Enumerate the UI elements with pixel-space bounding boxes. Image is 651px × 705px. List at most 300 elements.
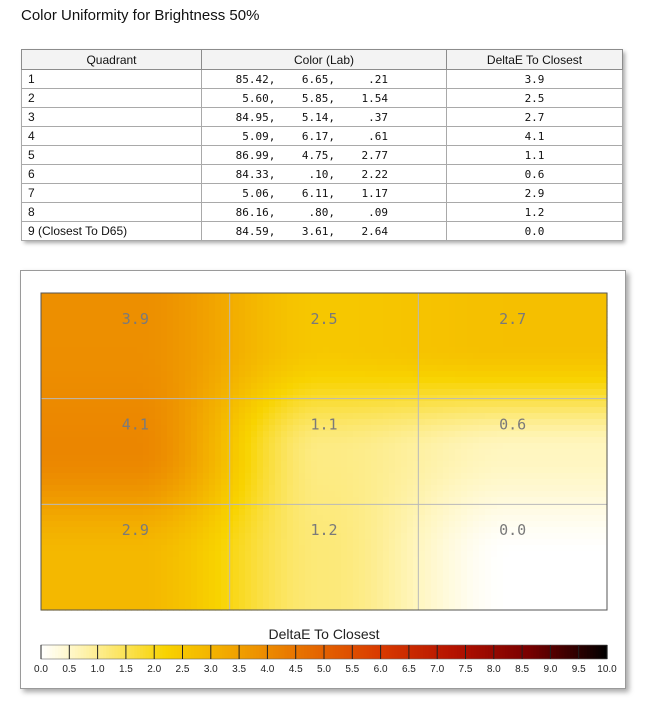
heatmap-cell <box>83 353 90 360</box>
heatmap-cell <box>509 401 516 408</box>
heatmap-cell <box>227 383 234 390</box>
heatmap-cell <box>89 557 96 564</box>
heatmap-cell <box>521 443 528 450</box>
heatmap-cell <box>359 593 366 600</box>
heatmap-cell <box>269 491 276 498</box>
heatmap-cell <box>419 413 426 420</box>
heatmap-cell <box>179 383 186 390</box>
heatmap-cell <box>59 527 66 534</box>
heatmap-cell <box>203 299 210 306</box>
heatmap-cell <box>515 461 522 468</box>
heatmap-cell <box>287 383 294 390</box>
heatmap-cell <box>155 581 162 588</box>
heatmap-cell <box>599 497 606 504</box>
heatmap-cell <box>377 575 384 582</box>
heatmap-cell <box>443 371 450 378</box>
heatmap-cell <box>401 479 408 486</box>
heatmap-cell <box>251 317 258 324</box>
heatmap-cell <box>173 491 180 498</box>
heatmap-cell <box>293 437 300 444</box>
cell-deltae: 0.6 <box>447 165 623 184</box>
heatmap-cell <box>83 299 90 306</box>
heatmap-cell <box>275 383 282 390</box>
heatmap-cell <box>95 479 102 486</box>
heatmap-cell <box>155 473 162 480</box>
heatmap-cell <box>509 545 516 552</box>
heatmap-cell <box>401 383 408 390</box>
heatmap-cell <box>137 383 144 390</box>
heatmap-cell <box>257 425 264 432</box>
heatmap-cell <box>593 563 600 570</box>
heatmap-cell <box>275 551 282 558</box>
heatmap-cell <box>131 341 138 348</box>
heatmap-cell <box>323 389 330 396</box>
heatmap-cell <box>167 551 174 558</box>
heatmap-cell <box>71 341 78 348</box>
heatmap-cell <box>377 401 384 408</box>
heatmap-cell <box>473 491 480 498</box>
heatmap-cell <box>485 347 492 354</box>
heatmap-cell <box>461 521 468 528</box>
heatmap-cell <box>341 455 348 462</box>
heatmap-cell <box>383 347 390 354</box>
heatmap-cell <box>455 359 462 366</box>
heatmap-cell <box>215 449 222 456</box>
heatmap-cell <box>593 347 600 354</box>
heatmap-cell <box>473 443 480 450</box>
heatmap-cell <box>77 461 84 468</box>
heatmap-cell <box>365 557 372 564</box>
heatmap-cell <box>437 491 444 498</box>
heatmap-cell <box>317 575 324 582</box>
heatmap-cell <box>65 599 72 606</box>
heatmap-cell <box>167 323 174 330</box>
heatmap-cell <box>245 551 252 558</box>
heatmap-cell <box>119 473 126 480</box>
heatmap-cell <box>479 305 486 312</box>
heatmap-cell <box>197 359 204 366</box>
heatmap-cell <box>245 509 252 516</box>
heatmap-cell <box>587 413 594 420</box>
heatmap-cell <box>299 419 306 426</box>
heatmap-cell <box>401 485 408 492</box>
heatmap-cell <box>593 491 600 498</box>
heatmap-cell <box>95 581 102 588</box>
heatmap-cell <box>509 491 516 498</box>
heatmap-cell <box>239 575 246 582</box>
heatmap-cell <box>335 401 342 408</box>
heatmap-cell <box>179 509 186 516</box>
heatmap-cell <box>215 293 222 300</box>
heatmap-cell <box>347 599 354 606</box>
heatmap-cell <box>257 599 264 606</box>
cell-lab: 86.16, .80, .09 <box>202 203 447 222</box>
heatmap-cell <box>443 425 450 432</box>
heatmap-cell <box>515 497 522 504</box>
heatmap-cell <box>353 383 360 390</box>
heatmap-cell <box>461 359 468 366</box>
heatmap-cell <box>299 551 306 558</box>
heatmap-cell <box>443 455 450 462</box>
heatmap-cell <box>383 551 390 558</box>
heatmap-cell <box>311 383 318 390</box>
heatmap-cell <box>455 371 462 378</box>
heatmap-cell <box>497 587 504 594</box>
heatmap-cell <box>527 377 534 384</box>
heatmap-cell <box>587 461 594 468</box>
heatmap-cell <box>287 413 294 420</box>
heatmap-cell <box>407 341 414 348</box>
heatmap-cell <box>263 593 270 600</box>
heatmap-cell <box>65 353 72 360</box>
table-row <box>22 127 623 146</box>
heatmap-cell <box>575 473 582 480</box>
heatmap-cell <box>329 551 336 558</box>
heatmap-cell <box>449 317 456 324</box>
heatmap-cell <box>233 413 240 420</box>
heatmap-cell <box>395 311 402 318</box>
heatmap-cell <box>407 389 414 396</box>
heatmap-cell <box>191 539 198 546</box>
heatmap-cell <box>461 419 468 426</box>
heatmap-cell <box>179 551 186 558</box>
heatmap-cell <box>53 335 60 342</box>
heatmap-cell <box>569 473 576 480</box>
heatmap-cell <box>41 479 48 486</box>
heatmap-cell <box>527 365 534 372</box>
heatmap-cell <box>239 353 246 360</box>
heatmap-cell <box>149 329 156 336</box>
heatmap-cell <box>83 365 90 372</box>
heatmap-cell <box>479 365 486 372</box>
heatmap-cell <box>371 557 378 564</box>
heatmap-cell <box>401 377 408 384</box>
heatmap-cell <box>95 341 102 348</box>
heatmap-cell <box>59 425 66 432</box>
heatmap-cell <box>191 413 198 420</box>
heatmap-cell <box>539 557 546 564</box>
heatmap-cell <box>191 545 198 552</box>
heatmap-cell <box>77 419 84 426</box>
heatmap-cell <box>359 419 366 426</box>
heatmap-cell <box>113 575 120 582</box>
heatmap-cell <box>599 419 606 426</box>
heatmap-cell <box>311 509 318 516</box>
heatmap-cell <box>257 473 264 480</box>
heatmap-cell <box>89 293 96 300</box>
heatmap-cell <box>83 341 90 348</box>
heatmap-cell <box>353 437 360 444</box>
heatmap-cell <box>311 575 318 582</box>
heatmap-cell <box>155 425 162 432</box>
heatmap-cell <box>263 533 270 540</box>
heatmap-cell <box>47 335 54 342</box>
heatmap-cell <box>455 467 462 474</box>
heatmap-cell <box>479 587 486 594</box>
heatmap-cell <box>521 389 528 396</box>
heatmap-cell <box>545 347 552 354</box>
heatmap-cell <box>539 305 546 312</box>
heatmap-cell <box>47 509 54 516</box>
heatmap-cell <box>71 575 78 582</box>
heatmap-cell <box>47 593 54 600</box>
heatmap-cell <box>89 539 96 546</box>
heatmap-cell <box>281 425 288 432</box>
heatmap-cell <box>59 329 66 336</box>
heatmap-cell <box>437 347 444 354</box>
heatmap-cell <box>515 365 522 372</box>
heatmap-cell <box>167 305 174 312</box>
heatmap-cell <box>275 353 282 360</box>
heatmap-cell <box>77 479 84 486</box>
heatmap-cell <box>473 389 480 396</box>
heatmap-cell <box>539 581 546 588</box>
heatmap-cell <box>299 431 306 438</box>
heatmap-cell <box>131 479 138 486</box>
heatmap-cell <box>383 455 390 462</box>
heatmap-cell <box>317 335 324 342</box>
heatmap-cell <box>251 341 258 348</box>
heatmap-cell <box>167 317 174 324</box>
heatmap-cell <box>419 545 426 552</box>
heatmap-cell <box>437 479 444 486</box>
heatmap-cell <box>95 419 102 426</box>
heatmap-cell <box>515 341 522 348</box>
heatmap-cell <box>113 341 120 348</box>
heatmap-cell <box>467 551 474 558</box>
heatmap-cell <box>383 371 390 378</box>
heatmap-cell <box>227 449 234 456</box>
heatmap-cell <box>179 419 186 426</box>
heatmap-cell <box>155 299 162 306</box>
heatmap-cell <box>149 293 156 300</box>
heatmap-cell <box>443 557 450 564</box>
heatmap-cell <box>317 593 324 600</box>
heatmap-cell <box>305 593 312 600</box>
heatmap-cell <box>95 551 102 558</box>
heatmap-cell <box>581 431 588 438</box>
heatmap-cell <box>569 497 576 504</box>
heatmap-cell <box>119 551 126 558</box>
heatmap-cell <box>107 515 114 522</box>
heatmap-cell <box>563 593 570 600</box>
heatmap-cell <box>203 401 210 408</box>
heatmap-cell <box>539 509 546 516</box>
heatmap-cell <box>323 569 330 576</box>
heatmap-cell <box>317 497 324 504</box>
heatmap-cell <box>203 335 210 342</box>
heatmap-cell <box>395 521 402 528</box>
heatmap-cell <box>155 335 162 342</box>
heatmap-cell <box>173 359 180 366</box>
heatmap-cell <box>575 455 582 462</box>
heatmap-cell <box>317 347 324 354</box>
heatmap-cell <box>269 383 276 390</box>
heatmap-cell <box>209 389 216 396</box>
heatmap-cell <box>539 341 546 348</box>
heatmap-cell <box>185 431 192 438</box>
heatmap-cell <box>509 449 516 456</box>
heatmap-cell <box>365 581 372 588</box>
heatmap-cell <box>575 569 582 576</box>
heatmap-cell <box>539 401 546 408</box>
heatmap-cell <box>575 545 582 552</box>
heatmap-cell <box>365 569 372 576</box>
heatmap-cell <box>461 539 468 546</box>
heatmap-cell <box>503 497 510 504</box>
heatmap-cell <box>179 353 186 360</box>
heatmap-cell <box>197 527 204 534</box>
heatmap-cell <box>485 515 492 522</box>
heatmap-cell <box>347 401 354 408</box>
heatmap-cell <box>497 593 504 600</box>
heatmap-cell <box>239 305 246 312</box>
heatmap-cell <box>53 527 60 534</box>
heatmap-cell <box>509 467 516 474</box>
heatmap-cell <box>227 389 234 396</box>
heatmap-cell <box>461 437 468 444</box>
heatmap-cell <box>257 461 264 468</box>
heatmap-cell <box>203 359 210 366</box>
heatmap-cell <box>299 305 306 312</box>
heatmap-cell <box>473 293 480 300</box>
heatmap-cell <box>221 365 228 372</box>
heatmap-cell <box>221 467 228 474</box>
heatmap-cell <box>515 479 522 486</box>
heatmap-cell <box>491 485 498 492</box>
heatmap-cell <box>443 479 450 486</box>
heatmap-cell <box>341 329 348 336</box>
heatmap-cell <box>251 599 258 606</box>
heatmap-cell <box>473 527 480 534</box>
heatmap-cell <box>173 515 180 522</box>
heatmap-cell <box>557 467 564 474</box>
heatmap-cell <box>341 581 348 588</box>
heatmap-cell <box>269 599 276 606</box>
heatmap-cell <box>593 473 600 480</box>
heatmap-cell <box>353 461 360 468</box>
heatmap-cell <box>101 569 108 576</box>
heatmap-cell <box>599 449 606 456</box>
heatmap-cell <box>83 551 90 558</box>
heatmap-cell <box>83 587 90 594</box>
heatmap-cell <box>575 365 582 372</box>
heatmap-cell <box>305 545 312 552</box>
heatmap-cell <box>509 359 516 366</box>
heatmap-cell <box>191 425 198 432</box>
heatmap-cell <box>245 425 252 432</box>
heatmap-cell <box>89 587 96 594</box>
heatmap-cell <box>461 311 468 318</box>
heatmap-cell <box>107 431 114 438</box>
heatmap-cell <box>587 485 594 492</box>
heatmap-cell <box>239 521 246 528</box>
heatmap-cell <box>551 305 558 312</box>
heatmap-cell <box>533 299 540 306</box>
heatmap-cell <box>197 389 204 396</box>
heatmap-cell <box>185 407 192 414</box>
heatmap-cell <box>161 299 168 306</box>
heatmap-cell <box>257 401 264 408</box>
heatmap-cell <box>149 455 156 462</box>
heatmap-cell <box>47 401 54 408</box>
heatmap-cell <box>113 455 120 462</box>
heatmap-cell <box>557 539 564 546</box>
heatmap-cell <box>401 431 408 438</box>
heatmap-cell <box>89 329 96 336</box>
heatmap-cell <box>569 299 576 306</box>
heatmap-cell <box>563 497 570 504</box>
heatmap-cell <box>425 479 432 486</box>
heatmap-cell <box>167 587 174 594</box>
heatmap-cell <box>557 491 564 498</box>
heatmap-cell <box>191 473 198 480</box>
heatmap-cell <box>431 377 438 384</box>
heatmap-cell <box>431 329 438 336</box>
heatmap-cell <box>533 569 540 576</box>
heatmap-cell <box>53 545 60 552</box>
heatmap-cell <box>305 569 312 576</box>
heatmap-cell <box>173 341 180 348</box>
heatmap-cell <box>461 599 468 606</box>
heatmap-cell <box>545 293 552 300</box>
heatmap-cell <box>221 437 228 444</box>
heatmap-cell <box>593 545 600 552</box>
heatmap-cell <box>77 521 84 528</box>
heatmap-cell <box>383 533 390 540</box>
heatmap-cell <box>479 293 486 300</box>
heatmap-cell <box>341 311 348 318</box>
heatmap-cell <box>557 419 564 426</box>
heatmap-cell <box>455 431 462 438</box>
heatmap-cell <box>47 353 54 360</box>
heatmap-cell <box>503 563 510 570</box>
heatmap-cell <box>527 515 534 522</box>
heatmap-cell <box>95 509 102 516</box>
heatmap-cell <box>287 449 294 456</box>
heatmap-cell <box>215 431 222 438</box>
heatmap-cell <box>275 461 282 468</box>
heatmap-cell <box>587 491 594 498</box>
heatmap-cell <box>341 557 348 564</box>
heatmap-cell <box>71 497 78 504</box>
heatmap-cell <box>143 365 150 372</box>
heatmap-cell <box>431 335 438 342</box>
heatmap-cell <box>89 299 96 306</box>
heatmap-cell <box>257 431 264 438</box>
heatmap-cell <box>251 443 258 450</box>
heatmap-cell <box>227 599 234 606</box>
heatmap-cell <box>323 581 330 588</box>
heatmap-cell <box>575 311 582 318</box>
heatmap-cell <box>149 389 156 396</box>
heatmap-cell <box>101 581 108 588</box>
heatmap-cell <box>527 431 534 438</box>
heatmap-cell <box>89 359 96 366</box>
heatmap-cell <box>551 551 558 558</box>
heatmap-cell <box>167 569 174 576</box>
heatmap-cell <box>113 467 120 474</box>
heatmap-cell <box>53 479 60 486</box>
heatmap-cell <box>581 347 588 354</box>
heatmap-cell <box>593 533 600 540</box>
heatmap-cell <box>593 509 600 516</box>
heatmap-cell <box>443 461 450 468</box>
heatmap-cell <box>269 467 276 474</box>
heatmap-cell <box>539 389 546 396</box>
heatmap-cell <box>77 569 84 576</box>
heatmap-cell <box>509 347 516 354</box>
